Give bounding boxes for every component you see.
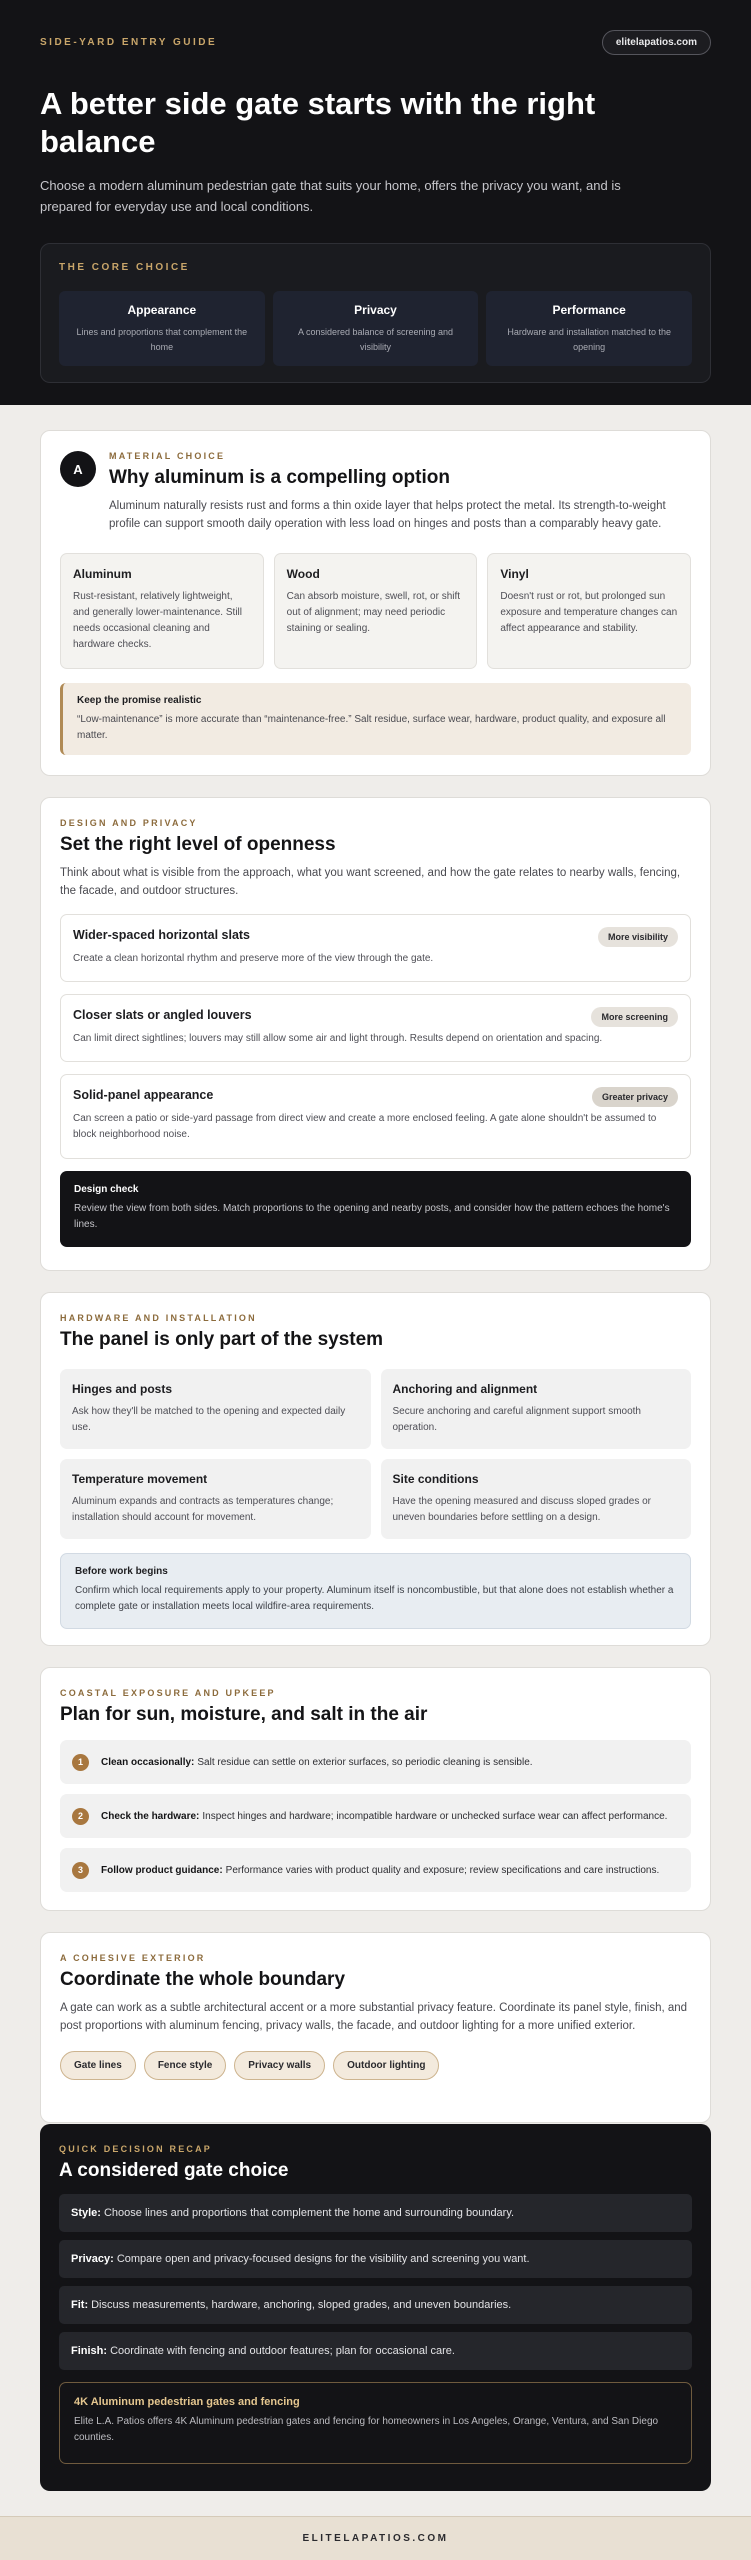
material-card-title: Vinyl: [500, 567, 529, 581]
recap-title: A considered gate choice: [59, 2160, 289, 2181]
chip-outdoor-lighting: Outdoor lighting: [333, 2051, 439, 2080]
list-item: [60, 1740, 691, 1784]
promise-text: “Low-maintenance” is more accurate than “maintenance-free.” Salt residue, surface wear, hardware, product quality, and exposure all matter.: [77, 714, 666, 741]
core-choice-label: THE CORE CHOICE: [59, 262, 190, 273]
promise-callout: [60, 683, 691, 755]
page-title: A better side gate starts with the right balance: [40, 86, 596, 159]
core-card-privacy: [273, 291, 479, 366]
design-check-text: Review the view from both sides. Match proportions to the opening and nearby posts, and consider how the pattern echoes the home's lines.: [74, 1203, 670, 1230]
step-text: Inspect hinges and hardware; incompatible hardware or unchecked surface wear can affect performance.: [202, 1810, 668, 1822]
hero-section: [0, 0, 751, 405]
coastal-section: [40, 1667, 711, 1911]
step-text: Salt residue can settle on exterior surfaces, so periodic cleaning is sensible.: [197, 1756, 533, 1768]
core-choice-grid: [59, 291, 692, 366]
material-card-text: Can absorb moisture, swell, rot, or shift out of alignment; may need periodic staining or sealing.: [286, 591, 461, 634]
recap-list: [59, 2194, 692, 2370]
hardware-card-text: Aluminum expands and contracts as temperatures change; installation should account for movement.: [72, 1496, 334, 1523]
coastal-eyebrow: COASTAL EXPOSURE AND UPKEEP: [60, 1688, 276, 1698]
material-card-vinyl: [487, 553, 691, 669]
recap-label: Fit:: [71, 2299, 89, 2311]
hardware-title: The panel is only part of the system: [60, 1329, 384, 1350]
hardware-card-anchoring: [381, 1369, 692, 1449]
hero-top-bar: [40, 30, 711, 55]
recap-eyebrow: QUICK DECISION RECAP: [59, 2144, 213, 2154]
hardware-card-title: Site conditions: [392, 1472, 479, 1486]
step-number: 1: [72, 1754, 89, 1771]
hardware-card-title: Anchoring and alignment: [392, 1382, 538, 1396]
list-item: [60, 1794, 691, 1838]
exterior-intro: A gate can work as a subtle architectural accent or a more substantial privacy feature. Coordinate its panel style, finish, and post proportions with aluminum fencing, privacy walls, the facade, and outdoor lighting for a more unified exterior.: [60, 2002, 688, 2032]
material-eyebrow: MATERIAL CHOICE: [109, 451, 226, 461]
screening-tag: More screening: [591, 1007, 678, 1027]
recap-text: Coordinate with fencing and outdoor features; plan for occasional care.: [110, 2345, 455, 2357]
step-number: 2: [72, 1808, 89, 1825]
design-check-callout: [60, 1171, 691, 1247]
option-title: Wider-spaced horizontal slats: [73, 928, 251, 942]
option-title: Solid-panel appearance: [73, 1088, 214, 1102]
core-card-title: Privacy: [354, 303, 397, 317]
recap-label: Style:: [71, 2207, 101, 2219]
section-badge: A: [60, 451, 96, 487]
promise-title: Keep the promise realistic: [77, 695, 202, 706]
recap-note-text: Elite L.A. Patios offers 4K Aluminum pedestrian gates and fencing for homeowners in Los Angeles, Orange, Ventura, and San Diego counties.: [74, 2416, 659, 2443]
hardware-card-temperature: [60, 1459, 371, 1539]
core-card-appearance: [59, 291, 265, 366]
hardware-eyebrow: HARDWARE AND INSTALLATION: [60, 1313, 257, 1323]
material-card-title: Wood: [286, 567, 320, 581]
coastal-steps: [60, 1740, 691, 1892]
material-intro: Aluminum naturally resists rust and forms a thin oxide layer that helps protect the metal. Its strength-to-weight profile can support smooth daily operation with less load on hinges and posts than a comparably heavy gate.: [109, 500, 666, 530]
hardware-card-text: Have the opening measured and discuss sloped grades or uneven boundaries before settling on a design.: [392, 1496, 651, 1523]
material-card-text: Doesn't rust or rot, but prolonged sun exposure and temperature changes can affect appearance and stability.: [500, 591, 678, 634]
design-intro: Think about what is visible from the approach, what you want screened, and how the gate relates to nearby walls, fencing, the facade, and outdoor structures.: [60, 867, 681, 897]
recap-label: Privacy:: [71, 2253, 114, 2265]
hero-lead: Choose a modern aluminum pedestrian gate that suits your home, offers the privacy you want, and is prepared for everyday use and local conditions.: [40, 178, 621, 214]
openness-option-solid-panel: [60, 1074, 691, 1159]
material-card-text: Rust-resistant, relatively lightweight, and generally lower-maintenance. Still needs occasional cleaning and hardware checks.: [73, 591, 242, 650]
core-choice-box: [40, 243, 711, 383]
exterior-eyebrow: A COHESIVE EXTERIOR: [60, 1953, 206, 1963]
material-grid: [60, 553, 691, 669]
design-title: Set the right level of openness: [60, 834, 336, 855]
hardware-grid: [60, 1369, 691, 1539]
hardware-card-site: [381, 1459, 692, 1539]
list-item: [60, 1848, 691, 1892]
list-item: [59, 2194, 692, 2232]
material-card-aluminum: [60, 553, 264, 669]
openness-option-wide-slats: [60, 914, 691, 982]
step-number: 3: [72, 1862, 89, 1879]
footer: [0, 2516, 751, 2560]
material-title: Why aluminum is a compelling option: [109, 467, 450, 488]
recap-note-title: 4K Aluminum pedestrian gates and fencing: [74, 2396, 300, 2408]
exterior-title: Coordinate the whole boundary: [60, 1969, 346, 1990]
site-link-button[interactable]: elitelapatios.com: [602, 30, 711, 55]
core-card-performance: [486, 291, 692, 366]
list-item: [59, 2286, 692, 2324]
before-work-callout: [60, 1553, 691, 1629]
material-section: [40, 430, 711, 776]
step-label: Follow product guidance:: [101, 1864, 223, 1876]
hardware-card-title: Hinges and posts: [72, 1382, 173, 1396]
step-label: Check the hardware:: [101, 1810, 200, 1822]
option-text: Can limit direct sightlines; louvers may still allow some air and light through. Results depend on orientation and spacing.: [73, 1033, 603, 1044]
hardware-card-hinges: [60, 1369, 371, 1449]
step-label: Clean occasionally:: [101, 1756, 195, 1768]
core-card-title: Appearance: [127, 303, 197, 317]
visibility-tag: More visibility: [598, 927, 678, 947]
recap-text: Choose lines and proportions that complement the home and surrounding boundary.: [103, 2207, 515, 2219]
option-text: Can screen a patio or side-yard passage from direct view and create a more enclosed feeling. A gate alone shouldn't be assumed to block neighborhood noise.: [73, 1113, 657, 1140]
coastal-title: Plan for sun, moisture, and salt in the air: [60, 1704, 428, 1725]
core-card-title: Performance: [552, 303, 626, 317]
recap-text: Compare open and privacy-focused designs for the visibility and screening you want.: [116, 2253, 530, 2265]
hardware-card-text: Secure anchoring and careful alignment support smooth operation.: [392, 1406, 641, 1433]
material-card-title: Aluminum: [73, 567, 132, 581]
option-text: Create a clean horizontal rhythm and preserve more of the view through the gate.: [73, 953, 434, 964]
exterior-chips: [60, 2051, 691, 2080]
hardware-card-text: Ask how they'll be matched to the opening and expected daily use.: [72, 1406, 346, 1433]
recap-section: [40, 2124, 711, 2491]
list-item: [59, 2240, 692, 2278]
before-work-title: Before work begins: [75, 1566, 168, 1577]
option-title: Closer slats or angled louvers: [73, 1008, 252, 1022]
chip-fence-style: Fence style: [144, 2051, 226, 2080]
exterior-section: [40, 1932, 711, 2123]
chip-privacy-walls: Privacy walls: [234, 2051, 325, 2080]
recap-note: [59, 2382, 692, 2464]
hardware-card-title: Temperature movement: [72, 1472, 208, 1486]
step-text: Performance varies with product quality and exposure; review specifications and care instructions.: [225, 1864, 660, 1876]
design-section: [40, 797, 711, 1271]
core-card-text: Lines and proportions that complement the home: [76, 327, 248, 352]
recap-text: Discuss measurements, hardware, anchoring, sloped grades, and uneven boundaries.: [91, 2299, 512, 2311]
design-check-title: Design check: [74, 1184, 139, 1195]
before-work-text: Confirm which local requirements apply to your property. Aluminum itself is noncombustible, but that alone does not establish whether a complete gate or installation meets local wildfire-area requirements.: [75, 1585, 674, 1612]
design-eyebrow: DESIGN AND PRIVACY: [60, 818, 198, 828]
hero-eyebrow: SIDE-YARD ENTRY GUIDE: [40, 37, 218, 48]
core-card-text: A considered balance of screening and visibility: [297, 327, 454, 352]
list-item: [59, 2332, 692, 2370]
footer-site-link[interactable]: ELITELAPATIOS.COM: [302, 2533, 449, 2544]
recap-label: Finish:: [71, 2345, 108, 2357]
material-heading: [109, 451, 691, 533]
material-card-wood: [274, 553, 478, 669]
privacy-tag: Greater privacy: [592, 1087, 678, 1107]
openness-option-close-slats: [60, 994, 691, 1062]
chip-gate-lines: Gate lines: [60, 2051, 136, 2080]
core-card-text: Hardware and installation matched to the opening: [507, 327, 671, 352]
hardware-section: [40, 1292, 711, 1646]
